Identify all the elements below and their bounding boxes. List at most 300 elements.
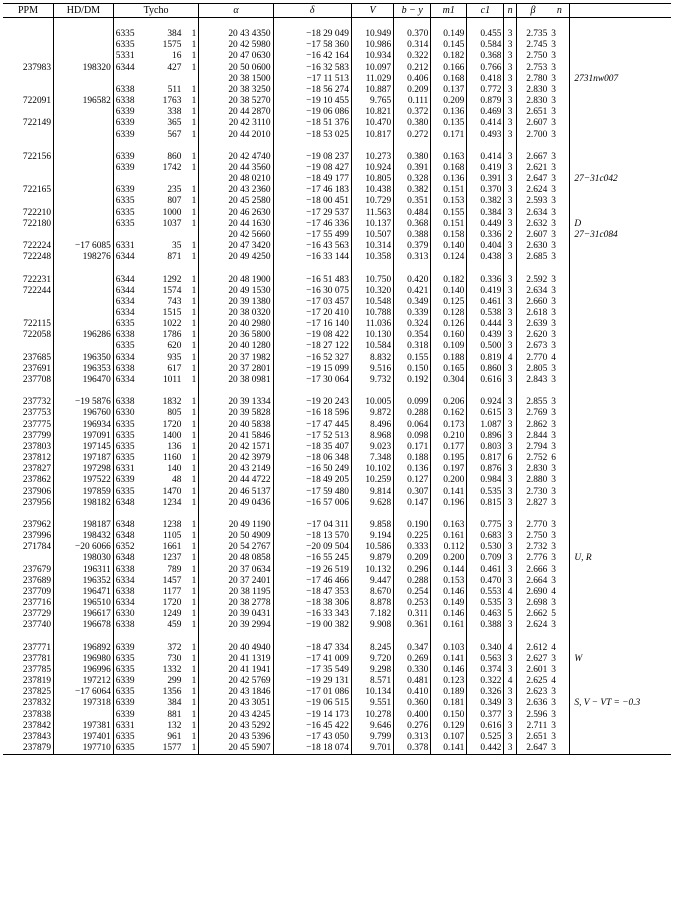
cell-v-mag [351,632,393,643]
cell-n-beta: 3 [549,219,570,230]
cell-n-color: 3 [504,598,516,609]
cell-tycho-number [150,263,183,274]
cell-tycho-number: 1720 [162,419,182,430]
table-row [3,420,671,431]
cell-ppm [3,163,54,174]
cell-m1 [431,386,467,397]
cell-note [570,442,671,453]
cell-n-beta: 3 [549,408,570,419]
cell-n-beta: 4 [549,676,570,687]
cell-ra: 20 41 1319 [199,654,273,665]
cell-ra: 20 48 0210 [199,174,273,185]
cell-b-y: 0.188 [394,453,431,464]
cell-hd-dm [54,196,114,207]
cell-tycho-number: 1011 [162,374,182,385]
cell-b-y: 0.064 [394,420,431,431]
cell-m1: 0.163 [431,152,467,163]
cell-c1: 0.444 [467,319,504,330]
cell-ra: 20 44 4722 [199,475,273,486]
cell-tycho-number: 365 [167,118,182,129]
cell-hd-dm: 196760 [54,408,114,419]
cell-b-y: 0.225 [394,531,431,542]
cell-tycho-zone: 6338 [115,84,135,95]
cell-tycho-component: 1 [183,319,198,330]
cell-c1: 0.461 [467,297,504,308]
cell-m1: 0.182 [431,275,467,286]
cell-ppm: 237862 [3,475,54,486]
cell-hd-dm: 196934 [54,420,114,431]
cell-n-beta: 3 [549,118,570,129]
cell-n-beta: 3 [549,542,570,553]
cell-hd-dm: 196582 [54,96,114,107]
cell-beta: 2.827 [526,497,548,508]
cell-m1: 0.140 [431,241,467,252]
cell-tycho-component: 1 [183,431,198,442]
cell-dec: −18 47 353 [273,587,351,598]
cell-n-color: 3 [504,520,516,531]
cell-dec: −19 26 519 [273,565,351,576]
cell-ra: 20 40 5838 [199,420,273,431]
cell-n-beta: 4 [549,353,570,364]
cell-n-color: 5 [504,609,516,620]
cell-m1: 0.200 [431,475,467,486]
cell-ra [199,18,273,30]
cell-m1 [431,18,467,30]
cell-c1: 0.449 [467,219,504,230]
cell-ra: 20 49 1190 [199,520,273,531]
cell-b-y: 0.150 [394,364,431,375]
cell-note [570,397,671,408]
cell-tycho-zone: 6339 [115,107,135,118]
cell-m1: 0.166 [431,63,467,74]
cell-note [570,609,671,620]
header-b-y: b − y [394,4,431,18]
cell-m1: 0.182 [431,51,467,62]
table-row [3,18,671,30]
cell-tycho-number: 730 [167,653,182,664]
cell-tycho-zone: 6348 [115,531,135,542]
header-n-color: n [504,4,516,18]
table-row [3,74,671,85]
cell-b-y: 0.313 [394,252,431,263]
cell-c1: 0.616 [467,375,504,386]
cell-beta: 2.664 [526,575,548,586]
cell-tycho-zone: 6335 [115,430,135,441]
cell-b-y: 0.269 [394,654,431,665]
cell-n-color: 3 [504,74,516,85]
cell-beta: 2.634 [526,207,548,218]
cell-tycho-component: 1 [183,107,198,118]
cell-ra: 20 39 1334 [199,397,273,408]
table-row [3,442,671,453]
cell-n-beta: 3 [549,698,570,709]
cell-n-beta: 3 [549,687,570,698]
cell-ra: 20 43 2360 [199,185,273,196]
cell-tycho-component: 1 [183,29,198,40]
cell-tycho-number: 1400 [162,430,182,441]
cell-hd-dm: 196510 [54,598,114,609]
cell-tycho-zone: 6335 [115,319,135,330]
cell-b-y: 0.421 [394,286,431,297]
cell-hd-dm: 196996 [54,665,114,676]
cell-ra: 20 38 5270 [199,96,273,107]
cell-tycho-number: 1332 [162,664,182,675]
cell-n-beta: 3 [549,152,570,163]
cell-tycho-component: 1 [183,743,198,755]
cell-note [570,308,671,319]
cell-n-color: 3 [504,442,516,453]
cell-v-mag: 10.548 [351,297,393,308]
cell-ppm: 722165 [3,185,54,196]
cell-ppm: 722244 [3,286,54,297]
cell-hd-dm: 197318 [54,698,114,709]
cell-tycho-zone: 6339 [115,676,135,687]
cell-v-mag: 9.701 [351,743,393,755]
cell-hd-dm [54,263,114,274]
cell-hd-dm: 197710 [54,743,114,755]
cell-beta: 2.666 [526,564,548,575]
cell-ppm: 237812 [3,453,54,464]
cell-dec: −17 46 466 [273,576,351,587]
cell-dec: −17 35 549 [273,665,351,676]
cell-ra: 20 38 2778 [199,598,273,609]
cell-c1: 0.439 [467,330,504,341]
cell-note [570,687,671,698]
cell-b-y: 0.272 [394,130,431,141]
table-row [3,230,671,241]
cell-n-beta: 3 [549,721,570,732]
cell-tycho-component [183,263,198,274]
cell-b-y: 0.311 [394,609,431,620]
cell-dec: −18 18 074 [273,743,351,755]
cell-tycho-number: 459 [167,620,182,631]
cell-m1: 0.140 [431,286,467,297]
cell-b-y: 0.380 [394,152,431,163]
cell-v-mag: 10.986 [351,40,393,51]
table-row [3,263,671,274]
cell-tycho-number: 1742 [162,163,182,173]
cell-b-y: 0.296 [394,565,431,576]
cell-n-color: 3 [504,286,516,297]
cell-hd-dm [54,118,114,129]
cell-b-y: 0.339 [394,308,431,319]
cell-note [570,721,671,732]
table-row [3,219,671,230]
table-row [3,397,671,408]
cell-n-color: 3 [504,620,516,631]
cell-dec [273,632,351,643]
cell-b-y: 0.379 [394,241,431,252]
cell-n-color: 4 [504,353,516,364]
cell-tycho-number: 35 [172,241,182,252]
table-row [3,275,671,286]
cell-tycho-zone: 6335 [115,207,135,218]
cell-tycho-zone: 6339 [115,698,135,709]
cell-n-beta: 3 [549,397,570,408]
cell-n-color: 3 [504,408,516,419]
cell-n-color: 3 [504,107,516,118]
cell-v-mag: 11.036 [351,319,393,330]
cell-m1: 0.136 [431,107,467,118]
cell-dec: −17 04 311 [273,520,351,531]
table-row [3,141,671,152]
cell-note [570,464,671,475]
cell-ppm [3,174,54,185]
cell-tycho-component: 1 [183,152,198,163]
cell-beta: 2.770 [526,352,548,363]
cell-n-color [504,141,516,152]
cell-m1: 0.304 [431,375,467,386]
cell-tycho-component: 1 [183,453,198,464]
cell-m1: 0.146 [431,609,467,620]
cell-n-color: 3 [504,565,516,576]
cell-tycho-component: 1 [183,542,198,553]
cell-dec: −16 45 422 [273,721,351,732]
cell-ppm: 237962 [3,520,54,531]
cell-ppm: 237879 [3,743,54,755]
cell-ppm: 722248 [3,252,54,263]
cell-ra: 20 38 3250 [199,85,273,96]
table-row [3,565,671,576]
cell-beta: 2.625 [526,676,548,687]
cell-note [570,185,671,196]
cell-hd-dm: 196352 [54,576,114,587]
cell-ppm [3,297,54,308]
cell-hd-dm: 197212 [54,676,114,687]
cell-hd-dm: 196471 [54,587,114,598]
cell-tycho-component [183,74,198,85]
cell-v-mag: 9.879 [351,553,393,564]
cell-ra [199,263,273,274]
cell-v-mag: 10.887 [351,85,393,96]
cell-note [570,297,671,308]
cell-v-mag: 10.507 [351,230,393,241]
cell-tycho-number [150,18,183,30]
cell-b-y: 0.288 [394,576,431,587]
table-row [3,609,671,620]
cell-v-mag: 9.720 [351,654,393,665]
cell-m1: 0.161 [431,531,467,542]
cell-b-y: 0.171 [394,442,431,453]
cell-hd-dm [54,163,114,174]
cell-n-color: 3 [504,152,516,163]
cell-ra: 20 43 4245 [199,710,273,721]
table-row [3,319,671,330]
cell-note [570,643,671,654]
cell-beta: 2.593 [526,196,548,207]
table-row [3,130,671,141]
cell-tycho-component: 1 [183,732,198,743]
cell-dec: −17 55 499 [273,230,351,241]
cell-tycho-component: 1 [183,620,198,631]
cell-m1: 0.151 [431,185,467,196]
cell-hd-dm: 198187 [54,520,114,531]
cell-b-y: 0.314 [394,40,431,51]
cell-tycho-zone: 6339 [115,709,135,720]
table-row [3,509,671,520]
cell-hd-dm: 197145 [54,442,114,453]
cell-hd-dm [54,18,114,30]
table-row [3,665,671,676]
table-row [3,676,671,687]
cell-beta: 2.630 [526,241,548,252]
cell-n-color: 3 [504,542,516,553]
cell-note [570,676,671,687]
table-row [3,29,671,40]
cell-dec: −16 33 144 [273,252,351,263]
cell-ra: 20 40 2980 [199,319,273,330]
cell-tycho-component: 1 [183,297,198,308]
cell-dec: −17 46 336 [273,219,351,230]
cell-c1: 0.336 [467,230,504,241]
table-row [3,353,671,364]
cell-beta [516,632,549,643]
cell-dec: −17 16 140 [273,319,351,330]
cell-ppm: 237785 [3,665,54,676]
cell-tycho-component: 1 [183,286,198,297]
cell-n-color: 3 [504,96,516,107]
table-row [3,364,671,375]
cell-m1: 0.165 [431,364,467,375]
cell-tycho-number: 1470 [162,486,182,497]
table-row [3,453,671,464]
cell-ra: 20 45 5907 [199,743,273,755]
cell-n-color: 3 [504,743,516,755]
cell-beta: 2.634 [526,285,548,296]
cell-n-beta: 3 [549,297,570,308]
cell-tycho-component [183,18,198,30]
cell-n-color: 6 [504,453,516,464]
cell-beta: 2.660 [526,296,548,307]
cell-tycho-zone: 6334 [115,374,135,385]
cell-n-beta: 3 [549,620,570,631]
cell-dec: −17 11 513 [273,74,351,85]
cell-hd-dm: 198030 [54,553,114,564]
cell-ppm: 722149 [3,118,54,129]
cell-v-mag: 10.584 [351,341,393,352]
cell-tycho-number: 881 [167,709,182,720]
cell-tycho-zone: 6334 [115,352,135,363]
cell-m1: 0.196 [431,498,467,509]
cell-tycho-component: 1 [183,63,198,74]
cell-beta: 2.596 [526,709,548,720]
cell-ppm: 237691 [3,364,54,375]
cell-c1: 0.461 [467,565,504,576]
cell-tycho-number: 1515 [162,308,182,319]
cell-dec: −18 00 451 [273,196,351,207]
cell-ra: 20 44 3560 [199,163,273,174]
cell-ra: 20 49 0436 [199,498,273,509]
cell-dec: −19 15 099 [273,364,351,375]
cell-n-color: 3 [504,531,516,542]
cell-beta: 2.750 [526,51,548,62]
cell-v-mag: 9.858 [351,520,393,531]
cell-tycho-number: 1105 [162,531,182,542]
cell-tycho-number: 1575 [162,40,182,51]
cell-v-mag: 8.832 [351,353,393,364]
cell-v-mag: 9.447 [351,576,393,587]
cell-tycho-component [183,141,198,152]
cell-tycho-number: 384 [167,29,182,40]
cell-tycho-number: 1237 [162,553,182,564]
cell-v-mag [351,18,393,30]
cell-b-y: 0.276 [394,721,431,732]
cell-v-mag: 10.805 [351,174,393,185]
cell-tycho-zone: 6335 [115,653,135,664]
cell-note [570,341,671,352]
cell-note [570,286,671,297]
cell-ppm [3,632,54,643]
cell-dec [273,509,351,520]
cell-c1: 0.326 [467,687,504,698]
cell-hd-dm [54,386,114,397]
cell-tycho-number: 1037 [162,218,182,229]
cell-dec: −18 51 376 [273,118,351,129]
cell-note [570,487,671,498]
cell-m1: 0.181 [431,698,467,709]
cell-note [570,710,671,721]
cell-hd-dm [54,185,114,196]
cell-n-color: 3 [504,163,516,174]
cell-tycho-number: 961 [167,731,182,742]
cell-note [570,330,671,341]
cell-ra: 20 40 1280 [199,341,273,352]
cell-b-y: 0.192 [394,375,431,386]
cell-tycho-zone: 6344 [115,252,135,263]
cell-tycho-zone [113,74,150,85]
table-row [3,330,671,341]
cell-tycho-zone: 6338 [115,397,135,408]
table-row [3,498,671,509]
cell-hd-dm: 198320 [54,63,114,74]
cell-n-beta: 3 [549,252,570,263]
cell-ra: 20 46 2630 [199,208,273,219]
cell-hd-dm: 196980 [54,654,114,665]
cell-m1: 0.171 [431,130,467,141]
cell-tycho-number: 427 [167,62,182,73]
cell-dec: −17 41 009 [273,654,351,665]
cell-tycho-zone: 6331 [115,241,135,252]
cell-tycho-zone: 6344 [115,274,135,285]
cell-n-beta [549,18,570,30]
table-row [3,286,671,297]
cell-m1: 0.136 [431,174,467,185]
cell-tycho-number: 1234 [162,497,182,508]
cell-tycho-number [150,230,183,241]
cell-dec [273,263,351,274]
table-row [3,598,671,609]
cell-v-mag: 9.872 [351,408,393,419]
cell-ppm: 237753 [3,408,54,419]
cell-n-color: 3 [504,130,516,141]
cell-ppm: 722115 [3,319,54,330]
cell-dec: −17 58 360 [273,40,351,51]
cell-c1: 0.374 [467,665,504,676]
cell-b-y: 0.370 [394,29,431,40]
cell-dec: −19 08 237 [273,152,351,163]
cell-beta: 2.750 [526,531,548,542]
cell-b-y: 0.307 [394,487,431,498]
cell-beta: 2.624 [526,185,548,196]
cell-m1: 0.124 [431,252,467,263]
table-row [3,576,671,587]
cell-ra: 20 39 2994 [199,620,273,631]
cell-v-mag: 9.551 [351,698,393,709]
cell-c1: 0.455 [467,29,504,40]
cell-tycho-zone [113,141,150,152]
cell-ppm [3,386,54,397]
cell-tycho-component: 1 [183,96,198,107]
